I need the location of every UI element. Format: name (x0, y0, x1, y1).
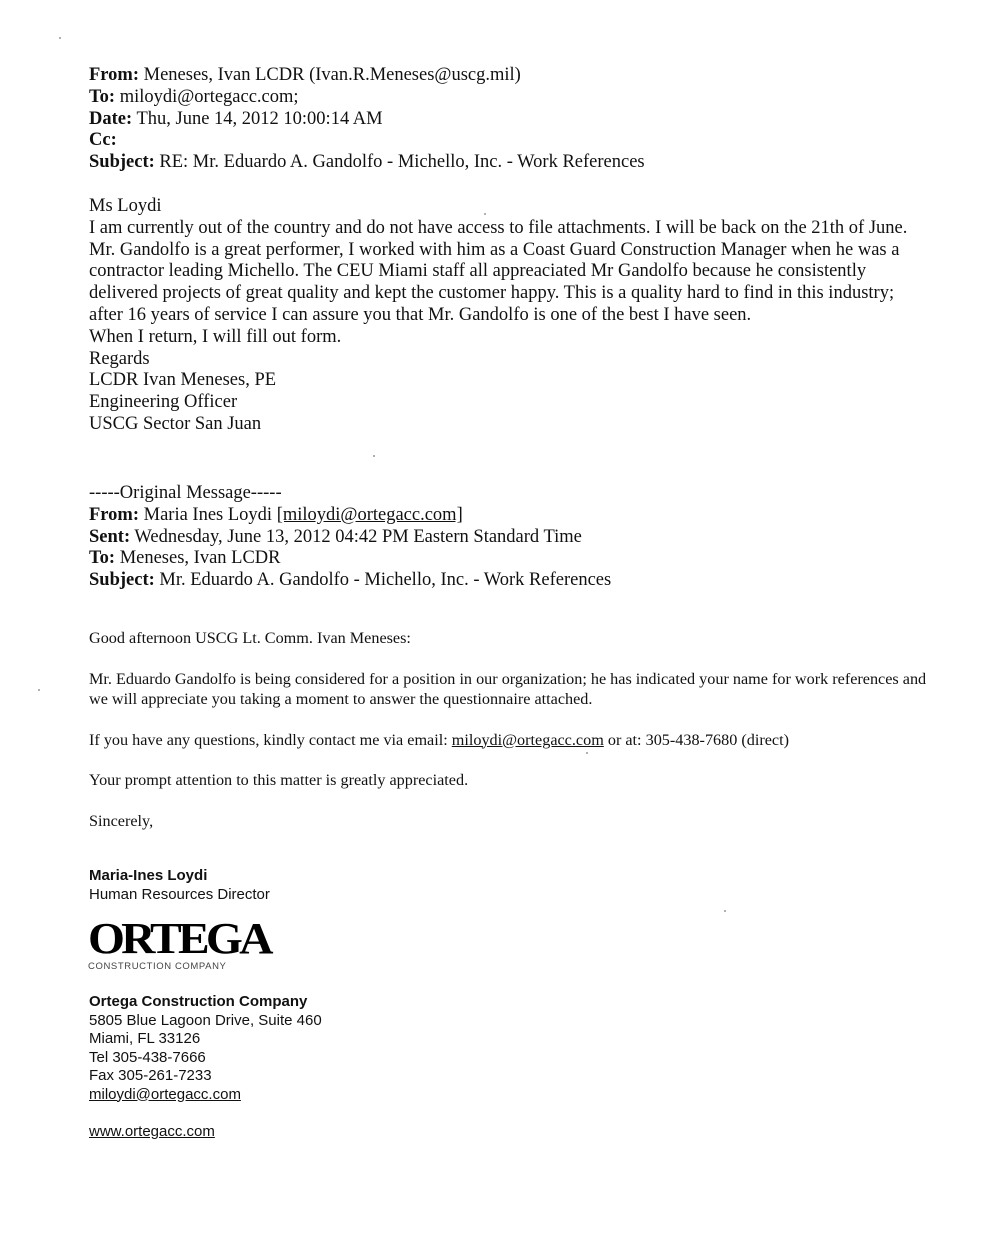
scan-speck (724, 910, 726, 912)
reply-email-header (89, 65, 969, 174)
orig-paragraph: Mr. Eduardo Gandolfo is being considered for a position in our organization; he has indicated your name for work references and we will appreciate you taking a moment to answer the questionnaire attached. (89, 669, 927, 708)
header-to (89, 87, 969, 109)
original-message-header (89, 483, 969, 592)
from-value: Meneses, Ivan LCDR (Ivan.R.Meneses@uscg.mil) (143, 65, 521, 85)
scan-speck (59, 37, 61, 39)
subject-value: RE: Mr. Eduardo A. Gandolfo - Michello, Inc. - Work References (159, 152, 645, 173)
reply-closing: Regards (89, 348, 150, 369)
reply-paragraph: Mr. Gandolfo is a great performer, I worked with him as a Coast Guard Construction Manager when he was a contractor leading Michello. The CEU Miami staff all appreaciated Mr Gandolfo because he consistently delivered projects of great quality and kept the customer happy. This is a quality hard to find in this industry; after 16 years of service I can assure you that Mr. Gandolfo is one of the best I have seen. (89, 239, 900, 325)
orig-greeting: Good afternoon USCG Lt. Comm. Ivan Meneses: (89, 629, 411, 647)
orig-from-label: From: (89, 504, 139, 525)
reply-signature-unit: USCG Sector San Juan (89, 413, 262, 434)
orig-sent-label: Sent: (89, 526, 131, 547)
original-message-separator: -----Original Message----- (89, 483, 282, 503)
orig-from-email-link[interactable]: [miloydi@ortegacc.com] (276, 504, 463, 525)
from-label: From: (89, 65, 139, 85)
reply-signature-title: Engineering Officer (89, 392, 238, 413)
reply-email-body (89, 196, 919, 436)
orig-to (89, 548, 969, 570)
scan-speck (38, 689, 40, 691)
header-subject (89, 152, 969, 174)
company-email-link[interactable]: miloydi@ortegacc.com (89, 1085, 241, 1103)
scan-speck (373, 455, 375, 457)
orig-sent-value: Wednesday, June 13, 2012 04:42 PM Eastern Standard Time (134, 526, 582, 547)
orig-closing: Sincerely, (89, 811, 154, 830)
orig-from (89, 505, 969, 527)
date-label: Date: (89, 108, 133, 129)
header-date (89, 109, 969, 131)
company-name: Ortega Construction Company (89, 993, 308, 1010)
cc-label: Cc: (89, 130, 117, 151)
reply-paragraph: I am currently out of the country and do not have access to file attachments. I will be back on the 21th of June. (89, 217, 908, 238)
scan-speck (484, 213, 486, 215)
orig-subject-label: Subject: (89, 570, 155, 591)
reply-signature-name: LCDR Ivan Meneses, PE (89, 370, 277, 391)
orig-contact-paragraph (89, 730, 929, 751)
reply-paragraph: When I return, I will fill out form. (89, 326, 342, 347)
orig-from-name: Maria Ines Loydi (143, 504, 277, 525)
orig-subject-value: Mr. Eduardo A. Gandolfo - Michello, Inc. - Work References (159, 570, 612, 591)
sender-name: Maria-Ines Loydi (89, 867, 208, 884)
scan-speck (586, 752, 588, 754)
logo-wordmark: ORTEGA (88, 914, 270, 963)
company-tel: Tel 305-438-7666 (89, 1048, 206, 1066)
orig-paragraph: Your prompt attention to this matter is greatly appreciated. (89, 771, 469, 789)
contact-suffix: or at: 305-438-7680 (direct) (603, 730, 789, 749)
orig-to-value: Meneses, Ivan LCDR (119, 548, 281, 569)
header-from (89, 65, 969, 87)
sender-signature (89, 866, 270, 904)
company-website-link[interactable]: www.ortegacc.com (89, 1123, 215, 1140)
contact-prefix: If you have any questions, kindly contact me via email: (89, 730, 452, 749)
to-label: To: (89, 86, 116, 107)
subject-label: Subject: (89, 152, 155, 173)
sender-title: Human Resources Director (89, 886, 270, 903)
company-address-line-1: 5805 Blue Lagoon Drive, Suite 460 (89, 1011, 322, 1029)
company-info (89, 993, 322, 1142)
header-cc (89, 130, 969, 152)
date-value: Thu, June 14, 2012 10:00:14 AM (136, 108, 383, 129)
to-value: miloydi@ortegacc.com; (119, 86, 299, 107)
company-fax: Fax 305-261-7233 (89, 1067, 212, 1084)
orig-subject (89, 570, 969, 592)
ortega-logo (88, 914, 270, 972)
orig-to-label: To: (89, 548, 116, 569)
contact-email-link[interactable]: miloydi@ortegacc.com (451, 730, 604, 749)
company-address-line-2: Miami, FL 33126 (89, 1030, 201, 1047)
orig-sent (89, 527, 969, 549)
original-message-body (89, 628, 929, 851)
reply-salutation: Ms Loydi (89, 196, 162, 216)
logo-subtitle: CONSTRUCTION COMPANY (88, 961, 227, 972)
